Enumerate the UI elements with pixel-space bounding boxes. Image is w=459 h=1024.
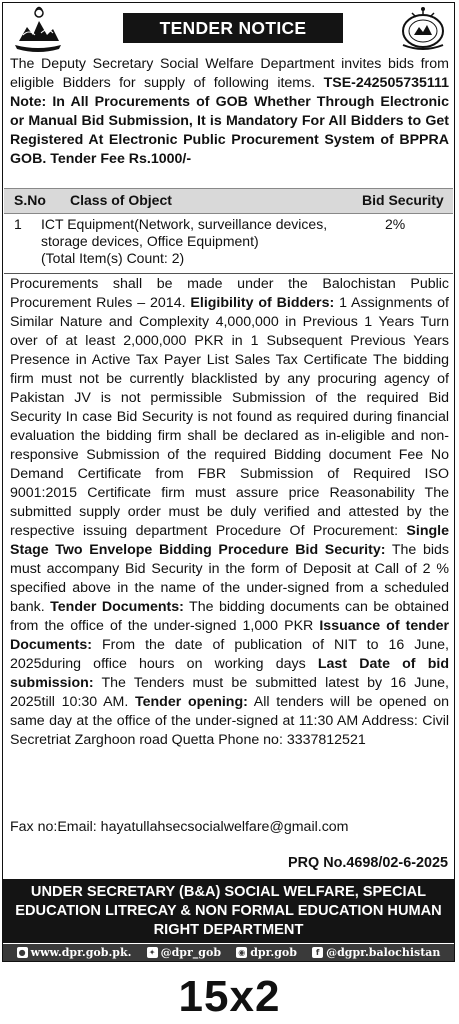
instagram-link[interactable]: dpr.gob bbox=[250, 946, 297, 959]
terms-paragraph bbox=[10, 275, 449, 750]
header-bid-security: Bid Security bbox=[362, 192, 444, 208]
twitter-icon: ✦ bbox=[147, 947, 158, 958]
opening-label: Tender opening: bbox=[135, 694, 248, 710]
row-desc-line3: (Total Item(s) Count: 2) bbox=[41, 250, 185, 266]
last-date-label: Last Date of bid submission: bbox=[10, 656, 449, 691]
header-class-of-object: Class of Object bbox=[70, 192, 172, 208]
instagram-icon: ◉ bbox=[236, 947, 247, 958]
bid-security-label: Bid Security: bbox=[295, 542, 386, 558]
bid-security-text: The bids must accompany Bid Security in the form of Deposit at Call of 2 % specified above in the name of the under-signed from a scheduled bank. bbox=[10, 542, 449, 615]
fax-email-line: Fax no:Email: hayatullahsecsocialwelfare@gmail.com bbox=[10, 819, 349, 835]
facebook-link[interactable]: @dgpr.balochistan bbox=[326, 946, 441, 959]
row-desc-line2: storage devices, Office Equipment) bbox=[41, 233, 259, 249]
issuance-label: Issuance of tender Documents: bbox=[10, 618, 449, 653]
procurement-rules-text: Procurements shall be made under the Balochistan Public Procurement Rules – 2014. bbox=[10, 276, 449, 311]
page-title: TENDER NOTICE bbox=[123, 13, 343, 43]
twitter-item[interactable] bbox=[147, 946, 221, 959]
header-sno: S.No bbox=[14, 192, 46, 208]
facebook-item[interactable] bbox=[312, 946, 440, 959]
social-bar bbox=[3, 944, 454, 961]
tender-notice-frame bbox=[2, 2, 455, 962]
registration-note: Note: In All Procurements of GOB Whether Through Electronic or Manual Bid Submission, It is Mandatory For All Bidders to Get Registered At Electronic Public Procurement System of BPPRA GOB. Tender Fee Rs.1000/- bbox=[10, 94, 449, 167]
tse-reference: TSE-242505735111 bbox=[323, 75, 449, 91]
intro-text: The Deputy Secretary Social Welfare Department invites bids from eligible Bidders for supply of following items. bbox=[10, 56, 449, 91]
ad-size-label: 15x2 bbox=[178, 972, 281, 1021]
instagram-item[interactable] bbox=[236, 946, 297, 959]
website-link[interactable]: www.dpr.gob.pk. bbox=[30, 946, 132, 959]
procedure-label: Single Stage Two Envelope Bidding Procedure bbox=[10, 523, 449, 558]
twitter-link[interactable]: @dpr_gob bbox=[160, 946, 222, 959]
row-bid-security: 2% bbox=[385, 216, 406, 232]
footer-line2: EDUCATION LITRECAY & NON FORMAL EDUCATION HUMAN bbox=[15, 903, 442, 919]
footer-line1: UNDER SECRETARY (B&A) SOCIAL WELFARE, SPECIAL bbox=[30, 884, 427, 900]
row-description bbox=[41, 216, 361, 267]
globe-icon: ● bbox=[17, 947, 28, 958]
eligibility-label: Eligibility of Bidders: bbox=[190, 295, 335, 311]
facebook-icon: f bbox=[312, 947, 323, 958]
header bbox=[3, 3, 454, 55]
row-sno: 1 bbox=[14, 216, 22, 232]
items-table-header bbox=[4, 188, 453, 214]
opening-text: All tenders will be opened on same day at the office of the under-signed at 11:30 AM Address: Civil Secretriat Zarghoon road Quetta Phone no: 3337812521 bbox=[10, 694, 449, 748]
footer-line3: RIGHT DEPARTMENT bbox=[153, 922, 304, 938]
table-row bbox=[3, 214, 454, 272]
website-item[interactable] bbox=[17, 946, 132, 959]
row-desc-line1: ICT Equipment(Network, surveillance devices, bbox=[41, 216, 328, 232]
tender-documents-text: The bidding documents can be obtained from the office of the under-signed 1,000 PKR bbox=[10, 599, 450, 634]
department-seal-icon bbox=[398, 5, 448, 53]
eligibility-text: 1 Assignments of Similar Nature and Complexity 4,000,000 in Previous 1 Years Turn over of at least 2,000,000 PKR in 1 Subsequent Previous Years Presence in Active Tax Payer List Sales Tax Certificate The bidding firm must not be currently blacklisted by any procuring agency of Pakistan JV is not permissible Submission of the required Bid Security In case Bid Security is not found as required during financial evaluation the bidding firm shall be declared as in-eligible and non-responsive Submission of the required Bidding document Fee No Demand Certificate from FBR Submission of Required ISO 9001:2015 Certificate firm must assure price Reasonability The submitted supply order must be duly verified and attested by the respective issuing department Procedure Of Procurement: bbox=[10, 295, 449, 539]
prq-number: PRQ No.4698/02-6-2025 bbox=[288, 855, 448, 871]
issuer-footer bbox=[3, 879, 454, 943]
tender-documents-label: Tender Documents: bbox=[50, 599, 184, 615]
intro-paragraph bbox=[10, 55, 449, 169]
issuance-text: From the date of publication of NIT to 16 June, 2025during office hours on working days bbox=[10, 637, 449, 672]
last-date-text: The Tenders must be submitted latest by 16 June, 2025till 10:30 AM. bbox=[10, 675, 449, 710]
divider bbox=[4, 273, 453, 274]
balochistan-emblem-icon bbox=[9, 5, 67, 53]
